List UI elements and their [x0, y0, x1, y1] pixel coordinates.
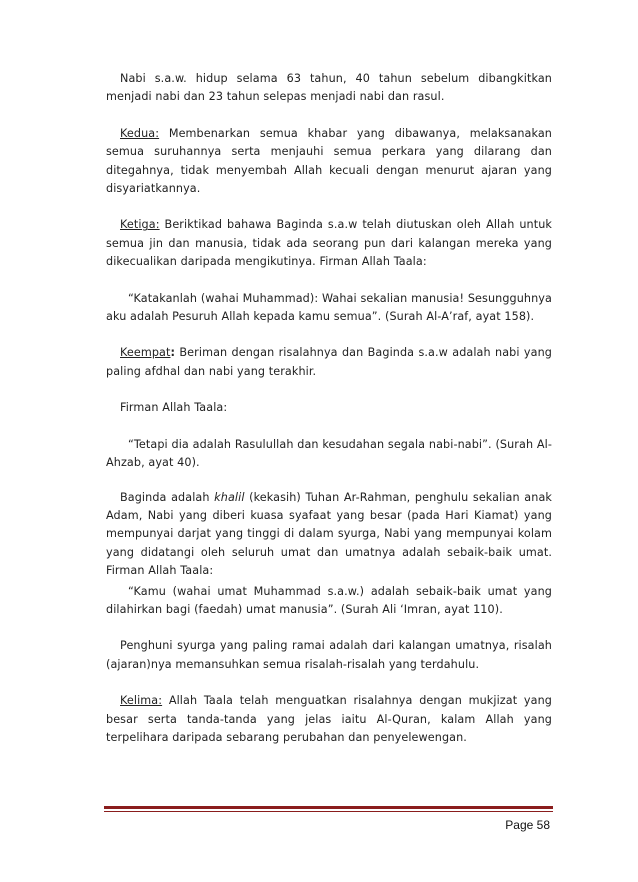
quote-al-ahzab	[106, 436, 552, 473]
quote-ali-imran	[106, 583, 552, 620]
paragraph-text: Firman Allah Taala:	[120, 401, 228, 415]
paragraph-text: Baginda adalah	[120, 490, 215, 504]
paragraph-text: Beriktikad bahawa Baginda s.a.w telah diutuskan oleh Allah untuk semua jin dan manusia, tidak ada seorang pun dari kalangan mereka yang dikecualikan daripada mengikutinya. Firman Allah Taala:	[106, 218, 552, 269]
paragraph-prophet-age	[106, 70, 552, 107]
page-body	[106, 70, 552, 747]
section-label-keempat: Keempat	[120, 346, 171, 360]
paragraph-text: Penghuni syurga yang paling ramai adalah dari kalangan umatnya, risalah (ajaran)nya memansuhkan semua risalah-risalah yang terdahulu.	[106, 639, 552, 671]
paragraph-text: (kekasih) Tuhan Ar-Rahman, penghulu sekalian anak Adam, Nabi yang diberi kuasa syafaat yang besar (pada Hari Kiamat) yang mempunyai darjat yang tinggi di dalam syurga, Nabi yang mempunyai kolam yang didatangi oleh seluruh umat dan umatnya adalah sebaik-baik umat. Firman Allah Taala:	[106, 490, 552, 578]
paragraph-text: Beriman dengan risalahnya dan Baginda s.a.w adalah nabi yang paling afdhal dan nabi yang terakhir.	[106, 346, 552, 378]
quote-text: “Katakanlah (wahai Muhammad): Wahai sekalian manusia! Sesungguhnya aku adalah Pesuruh Allah kepada kamu semua”. (Surah Al-A’raf, ayat 158).	[106, 291, 552, 324]
section-label-kedua: Kedua:	[120, 126, 160, 140]
paragraph-khalil	[106, 489, 552, 581]
paragraph-ketiga	[106, 216, 552, 271]
section-label-colon: :	[170, 346, 176, 360]
paragraph-text: Nabi s.a.w. hidup selama 63 tahun, 40 tahun sebelum dibangkitkan menjadi nabi dan 23 tahun selepas menjadi nabi dan rasul.	[106, 72, 552, 104]
section-label-ketiga: Ketiga:	[120, 218, 160, 232]
quote-text: “Kamu (wahai umat Muhammad s.a.w.) adalah sebaik-baik umat yang dilahirkan bagi (faedah) umat manusia”. (Surah Ali ‘Imran, ayat 110).	[106, 584, 552, 616]
paragraph-text: Allah Taala telah menguatkan risalahnya dengan mukjizat yang besar serta tanda-tanda yang jelas iaitu Al-Quran, kalam Allah yang terpelihara daripada sebarang perubahan dan penyelewengan.	[106, 694, 552, 744]
section-label-kelima: Kelima:	[120, 694, 163, 708]
quote-text: “Tetapi dia adalah Rasulullah dan kesudahan segala nabi-nabi”. (Surah Al-Ahzab, ayat 40).	[106, 437, 552, 470]
quote-al-araf	[106, 290, 552, 327]
footer-divider-thick	[104, 806, 553, 809]
paragraph-firman-intro	[106, 399, 552, 417]
paragraph-keempat	[106, 344, 552, 381]
italic-term: khalil	[214, 490, 245, 504]
footer-divider-thin	[104, 811, 553, 812]
paragraph-text: Membenarkan semua khabar yang dibawanya, melaksanakan semua suruhannya serta menjauhi semua perkara yang dilarang dan ditegahnya, tidak menyembah Allah kecuali dengan menurut ajaran yang disyariatkannya.	[106, 126, 552, 196]
paragraph-kedua	[106, 125, 552, 199]
paragraph-kelima	[106, 692, 552, 747]
paragraph-penghuni-syurga	[106, 637, 552, 674]
page-number: Page 58	[505, 818, 550, 832]
